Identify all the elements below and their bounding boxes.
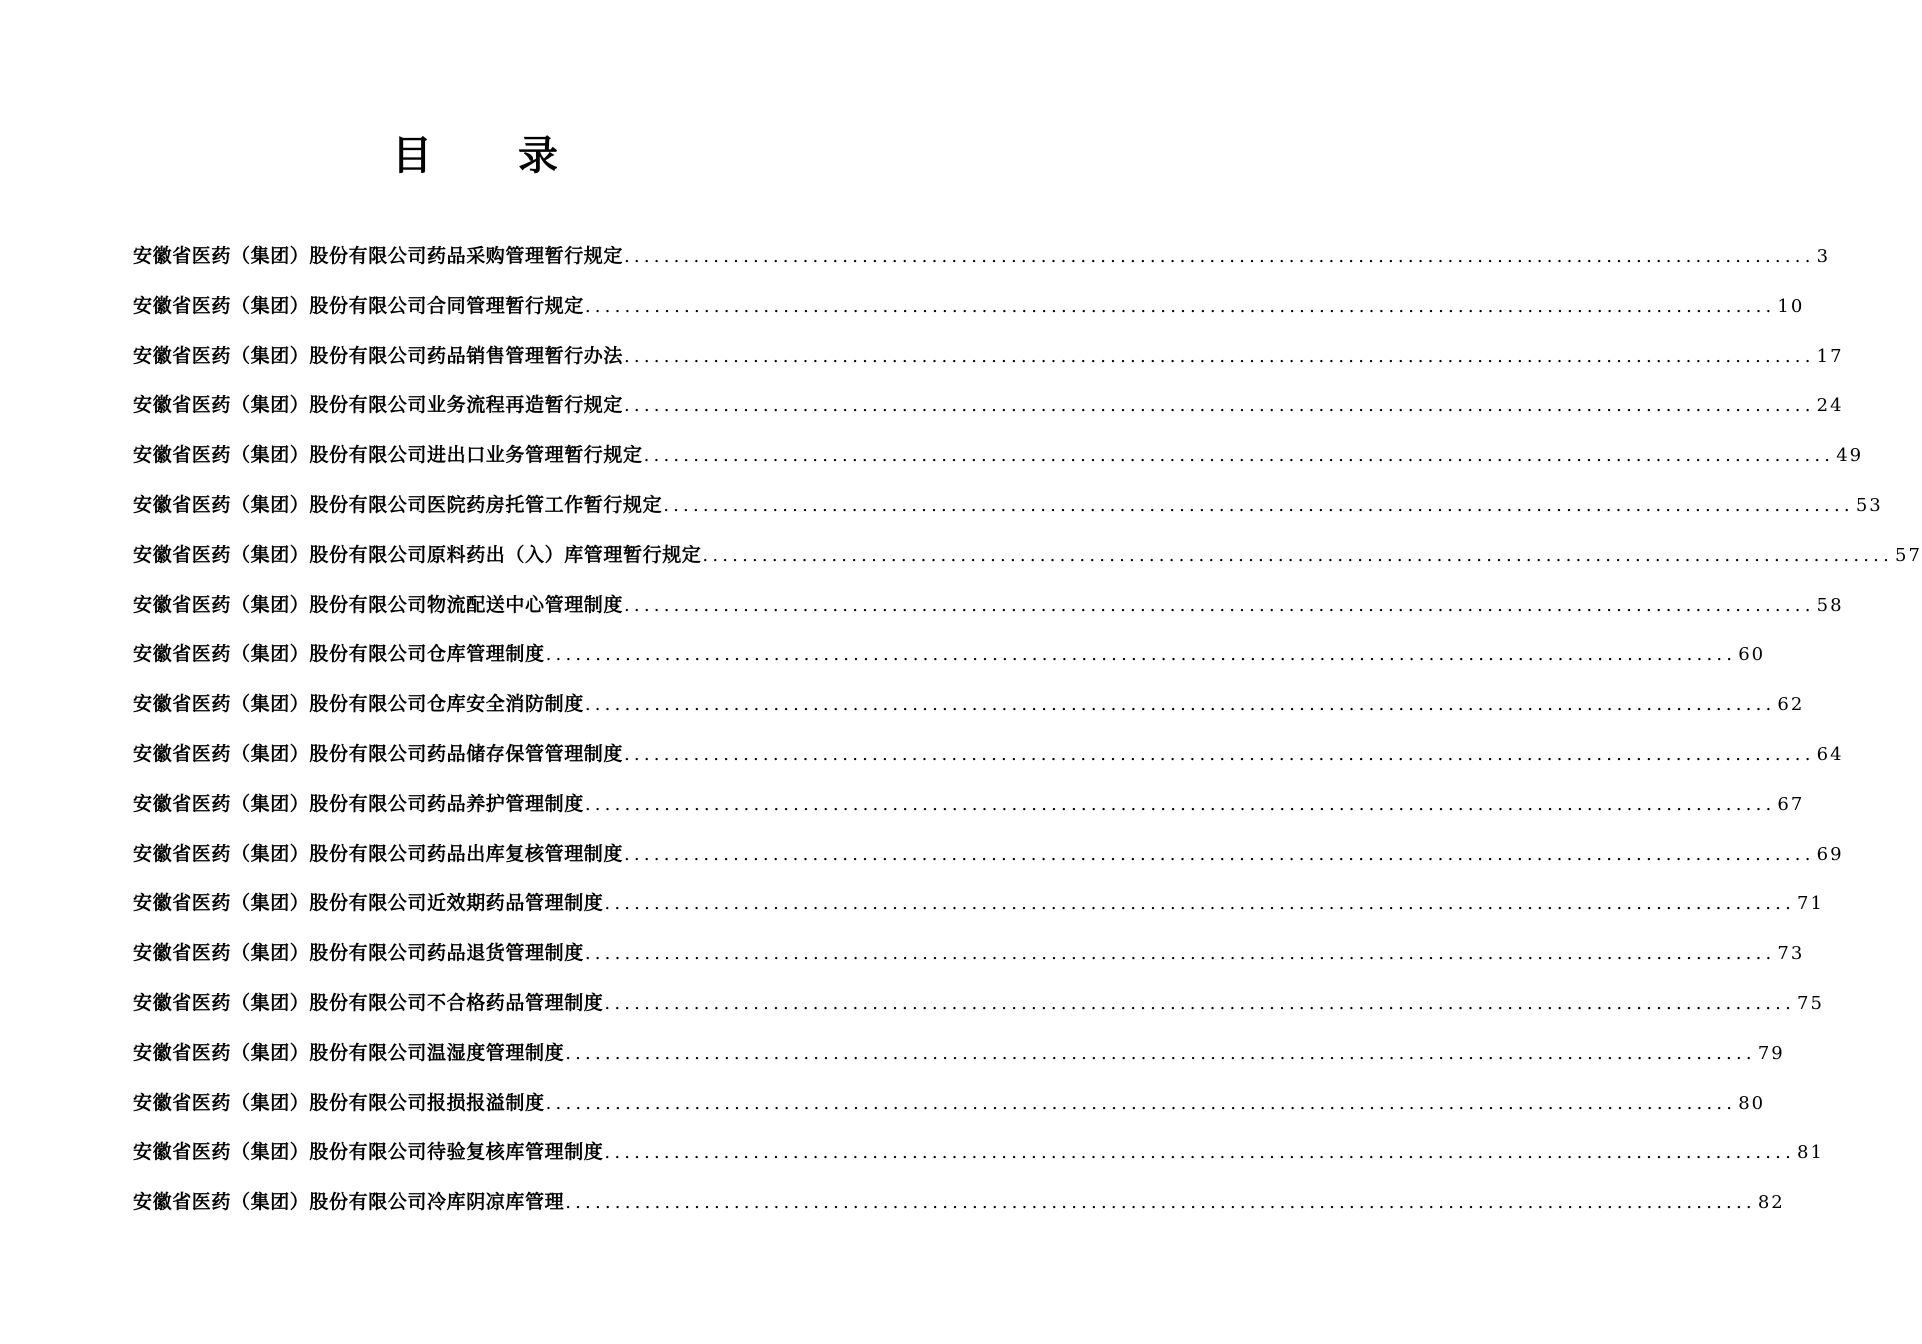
toc-entry-label: 安徽省医药（集团）股份有限公司待验复核库管理制度 [133,1141,604,1164]
toc-page-number: 58 [1816,594,1844,616]
toc-entry[interactable] [133,630,1766,680]
toc-dot-leader: ........................................................................................................................ [624,395,1815,417]
toc-page-number: 24 [1816,395,1844,417]
toc-dot-leader: ........................................................................................................................ [604,893,1796,915]
toc-entry-label: 安徽省医药（集团）股份有限公司药品出库复核管理制度 [133,842,624,865]
toc-entry-label: 安徽省医药（集团）股份有限公司温湿度管理制度 [133,1041,565,1064]
toc-page-number: 57 [1895,544,1922,566]
toc-dot-leader: ........................................................................................................................ [624,345,1815,367]
toc-page-number: 82 [1757,1192,1785,1214]
toc-page-number: 79 [1757,1042,1785,1064]
toc-dot-leader: ........................................................................................................................ [702,544,1894,566]
toc-page-number: 81 [1797,1142,1824,1164]
toc-page-number: 17 [1816,345,1844,367]
toc-dot-leader: ........................................................................................................................ [584,943,1776,965]
toc-entry[interactable] [133,1029,1785,1079]
toc-entry-label: 安徽省医药（集团）股份有限公司进出口业务管理暂行规定 [133,444,643,467]
toc-dot-leader: ........................................................................................................................ [584,295,1776,317]
toc-dot-leader: ........................................................................................................................ [624,743,1815,765]
toc-page-number: 75 [1797,992,1824,1014]
toc-page-number: 69 [1816,843,1844,865]
table-of-contents [133,232,1922,1228]
toc-dot-leader: ........................................................................................................................ [565,1042,1756,1064]
toc-page-number: 49 [1836,445,1864,467]
toc-dot-leader: ........................................................................................................................ [663,494,1854,516]
toc-entry[interactable] [133,780,1805,830]
toc-entry-label: 安徽省医药（集团）股份有限公司药品退货管理制度 [133,942,584,965]
toc-entry-label: 安徽省医药（集团）股份有限公司物流配送中心管理制度 [133,593,624,616]
toc-entry[interactable] [133,581,1844,631]
toc-entry-label: 安徽省医药（集团）股份有限公司业务流程再造暂行规定 [133,394,624,417]
toc-entry[interactable] [133,730,1844,780]
toc-entry-label: 安徽省医药（集团）股份有限公司药品储存保管管理制度 [133,742,624,765]
toc-entry-label: 安徽省医药（集团）股份有限公司药品采购管理暂行规定 [133,245,624,267]
toc-entry[interactable] [133,1128,1824,1178]
toc-page-number: 67 [1777,793,1805,815]
toc-dot-leader: ........................................................................................................................ [643,445,1835,467]
toc-page-number: 3 [1816,246,1831,267]
toc-entry-label: 安徽省医药（集团）股份有限公司近效期药品管理制度 [133,892,604,915]
toc-entry[interactable] [133,481,1883,531]
toc-dot-leader: ........................................................................................................................ [604,1142,1796,1164]
toc-page-number: 80 [1738,1092,1766,1114]
toc-entry[interactable] [133,830,1844,880]
toc-entry-label: 安徽省医药（集团）股份有限公司药品销售管理暂行办法 [133,344,624,367]
toc-entry[interactable] [133,332,1844,382]
toc-entry-label: 安徽省医药（集团）股份有限公司报损报溢制度 [133,1091,545,1114]
toc-entry-label: 安徽省医药（集团）股份有限公司不合格药品管理制度 [133,991,604,1014]
toc-entry-label: 安徽省医药（集团）股份有限公司冷库阴凉库管理 [133,1191,565,1214]
toc-dot-leader: ........................................................................................................................ [624,594,1815,616]
toc-dot-leader: ........................................................................................................................ [624,843,1815,865]
toc-page-number: 64 [1816,743,1844,765]
toc-dot-leader: ........................................................................................................................ [545,644,1737,666]
toc-entry-label: 安徽省医药（集团）股份有限公司药品养护管理制度 [133,792,584,815]
toc-entry[interactable] [133,531,1922,581]
toc-entry[interactable] [133,381,1844,431]
toc-page-number: 10 [1777,295,1805,317]
toc-entry[interactable] [133,232,1831,282]
toc-entry[interactable] [133,431,1864,481]
toc-dot-leader: ........................................................................................................................ [545,1092,1737,1114]
toc-entry-label: 安徽省医药（集团）股份有限公司仓库管理制度 [133,643,545,666]
toc-entry-label: 安徽省医药（集团）股份有限公司医院药房托管工作暂行规定 [133,493,663,516]
toc-entry-label: 安徽省医药（集团）股份有限公司原料药出（入）库管理暂行规定 [133,543,702,566]
toc-entry[interactable] [133,282,1805,332]
toc-entry[interactable] [133,979,1824,1029]
toc-entry[interactable] [133,680,1805,730]
toc-entry-label: 安徽省医药（集团）股份有限公司合同管理暂行规定 [133,294,584,317]
toc-page-number: 62 [1777,694,1805,716]
toc-dot-leader: ........................................................................................................................ [584,793,1776,815]
toc-page-number: 53 [1855,494,1883,516]
toc-dot-leader: ........................................................................................................................ [584,694,1776,716]
toc-page-number: 73 [1777,943,1805,965]
toc-dot-leader: ........................................................................................................................ [565,1192,1756,1214]
toc-entry[interactable] [133,1178,1785,1228]
toc-entry-label: 安徽省医药（集团）股份有限公司仓库安全消防制度 [133,693,584,716]
toc-page-number: 71 [1797,893,1824,915]
toc-dot-leader: ........................................................................................................................ [604,992,1796,1014]
page-title: 目 录 [392,133,594,179]
toc-entry[interactable] [133,929,1805,979]
toc-page-number: 60 [1738,644,1766,666]
toc-entry[interactable] [133,879,1824,929]
toc-entry[interactable] [133,1079,1766,1129]
toc-dot-leader: ........................................................................................................................ [624,246,1815,267]
